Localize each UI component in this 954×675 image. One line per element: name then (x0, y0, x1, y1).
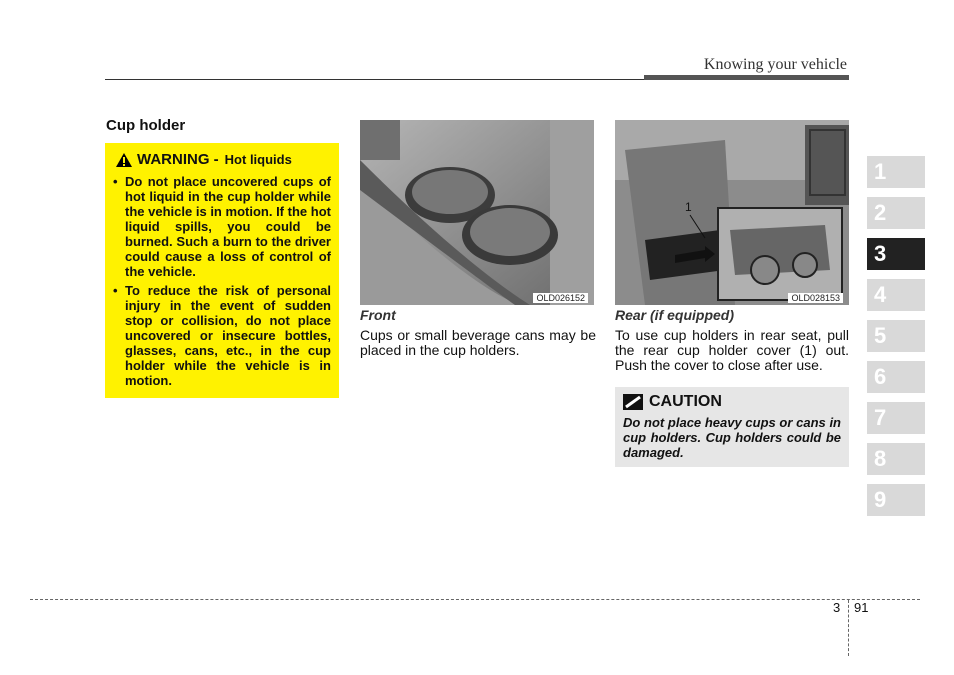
caution-text: Do not place heavy cups or cans in cup holders. Cup holders could be damaged. (623, 415, 841, 460)
footer-divider (848, 600, 849, 656)
warning-heading (115, 151, 331, 168)
chapter-tab-8[interactable]: 8 (867, 443, 925, 475)
figure-code: OLD026152 (533, 293, 588, 303)
front-cupholder-illustration (360, 120, 594, 305)
front-description: Cups or small beverage cans may be placed in the cup holders. (360, 327, 596, 358)
callout-number: 1 (685, 200, 692, 214)
footer-rule (30, 599, 920, 600)
warning-item: • Do not place uncovered cups of hot liquid in the cup holder while the vehicle is in motion. If the hot liquid spills, you could be burned. Such a burn to the driver could cause a loss of control of the vehicle. (113, 174, 331, 279)
footer-chapter: 3 (833, 600, 841, 615)
front-cupholder-photo (360, 120, 594, 305)
warning-box (105, 143, 339, 398)
caution-heading (623, 393, 841, 411)
front-caption: Front (360, 307, 396, 323)
rear-cupholder-photo (615, 120, 849, 305)
rear-cupholder-illustration (615, 120, 849, 305)
section-title: Cup holder (106, 117, 186, 134)
chapter-tab-6[interactable]: 6 (867, 361, 925, 393)
caution-label: CAUTION (649, 393, 722, 410)
header-accent-bar (644, 75, 849, 80)
warning-list (113, 174, 331, 388)
figure-code: OLD028153 (788, 293, 843, 303)
chapter-tab-2[interactable]: 2 (867, 197, 925, 229)
warning-subtitle: Hot liquids (224, 152, 292, 167)
rear-caption: Rear (if equipped) (615, 307, 735, 323)
chapter-tab-5[interactable]: 5 (867, 320, 925, 352)
chapter-tab-1[interactable]: 1 (867, 156, 925, 188)
chapter-tab-4[interactable]: 4 (867, 279, 925, 311)
footer-page-number: 91 (854, 600, 869, 615)
chapter-tab-9[interactable]: 9 (867, 484, 925, 516)
warning-item: • To reduce the risk of personal injury in the event of sudden stop or collision, do not place uncovered or insecure bottles, glasses, cans, etc., in the cup holder while the vehicle is in motion. (113, 283, 331, 388)
rear-description: To use cup holders in rear seat, pull the rear cup holder cover (1) out. Push the cover to close after use. (615, 327, 849, 373)
warning-triangle-icon (115, 152, 133, 168)
caution-box (615, 387, 849, 467)
chapter-tab-3[interactable]: 3 (867, 238, 925, 270)
warning-label: WARNING - (137, 151, 219, 168)
header-title: Knowing your vehicle (703, 56, 847, 73)
caution-pencil-icon (623, 394, 643, 410)
chapter-tab-7[interactable]: 7 (867, 402, 925, 434)
